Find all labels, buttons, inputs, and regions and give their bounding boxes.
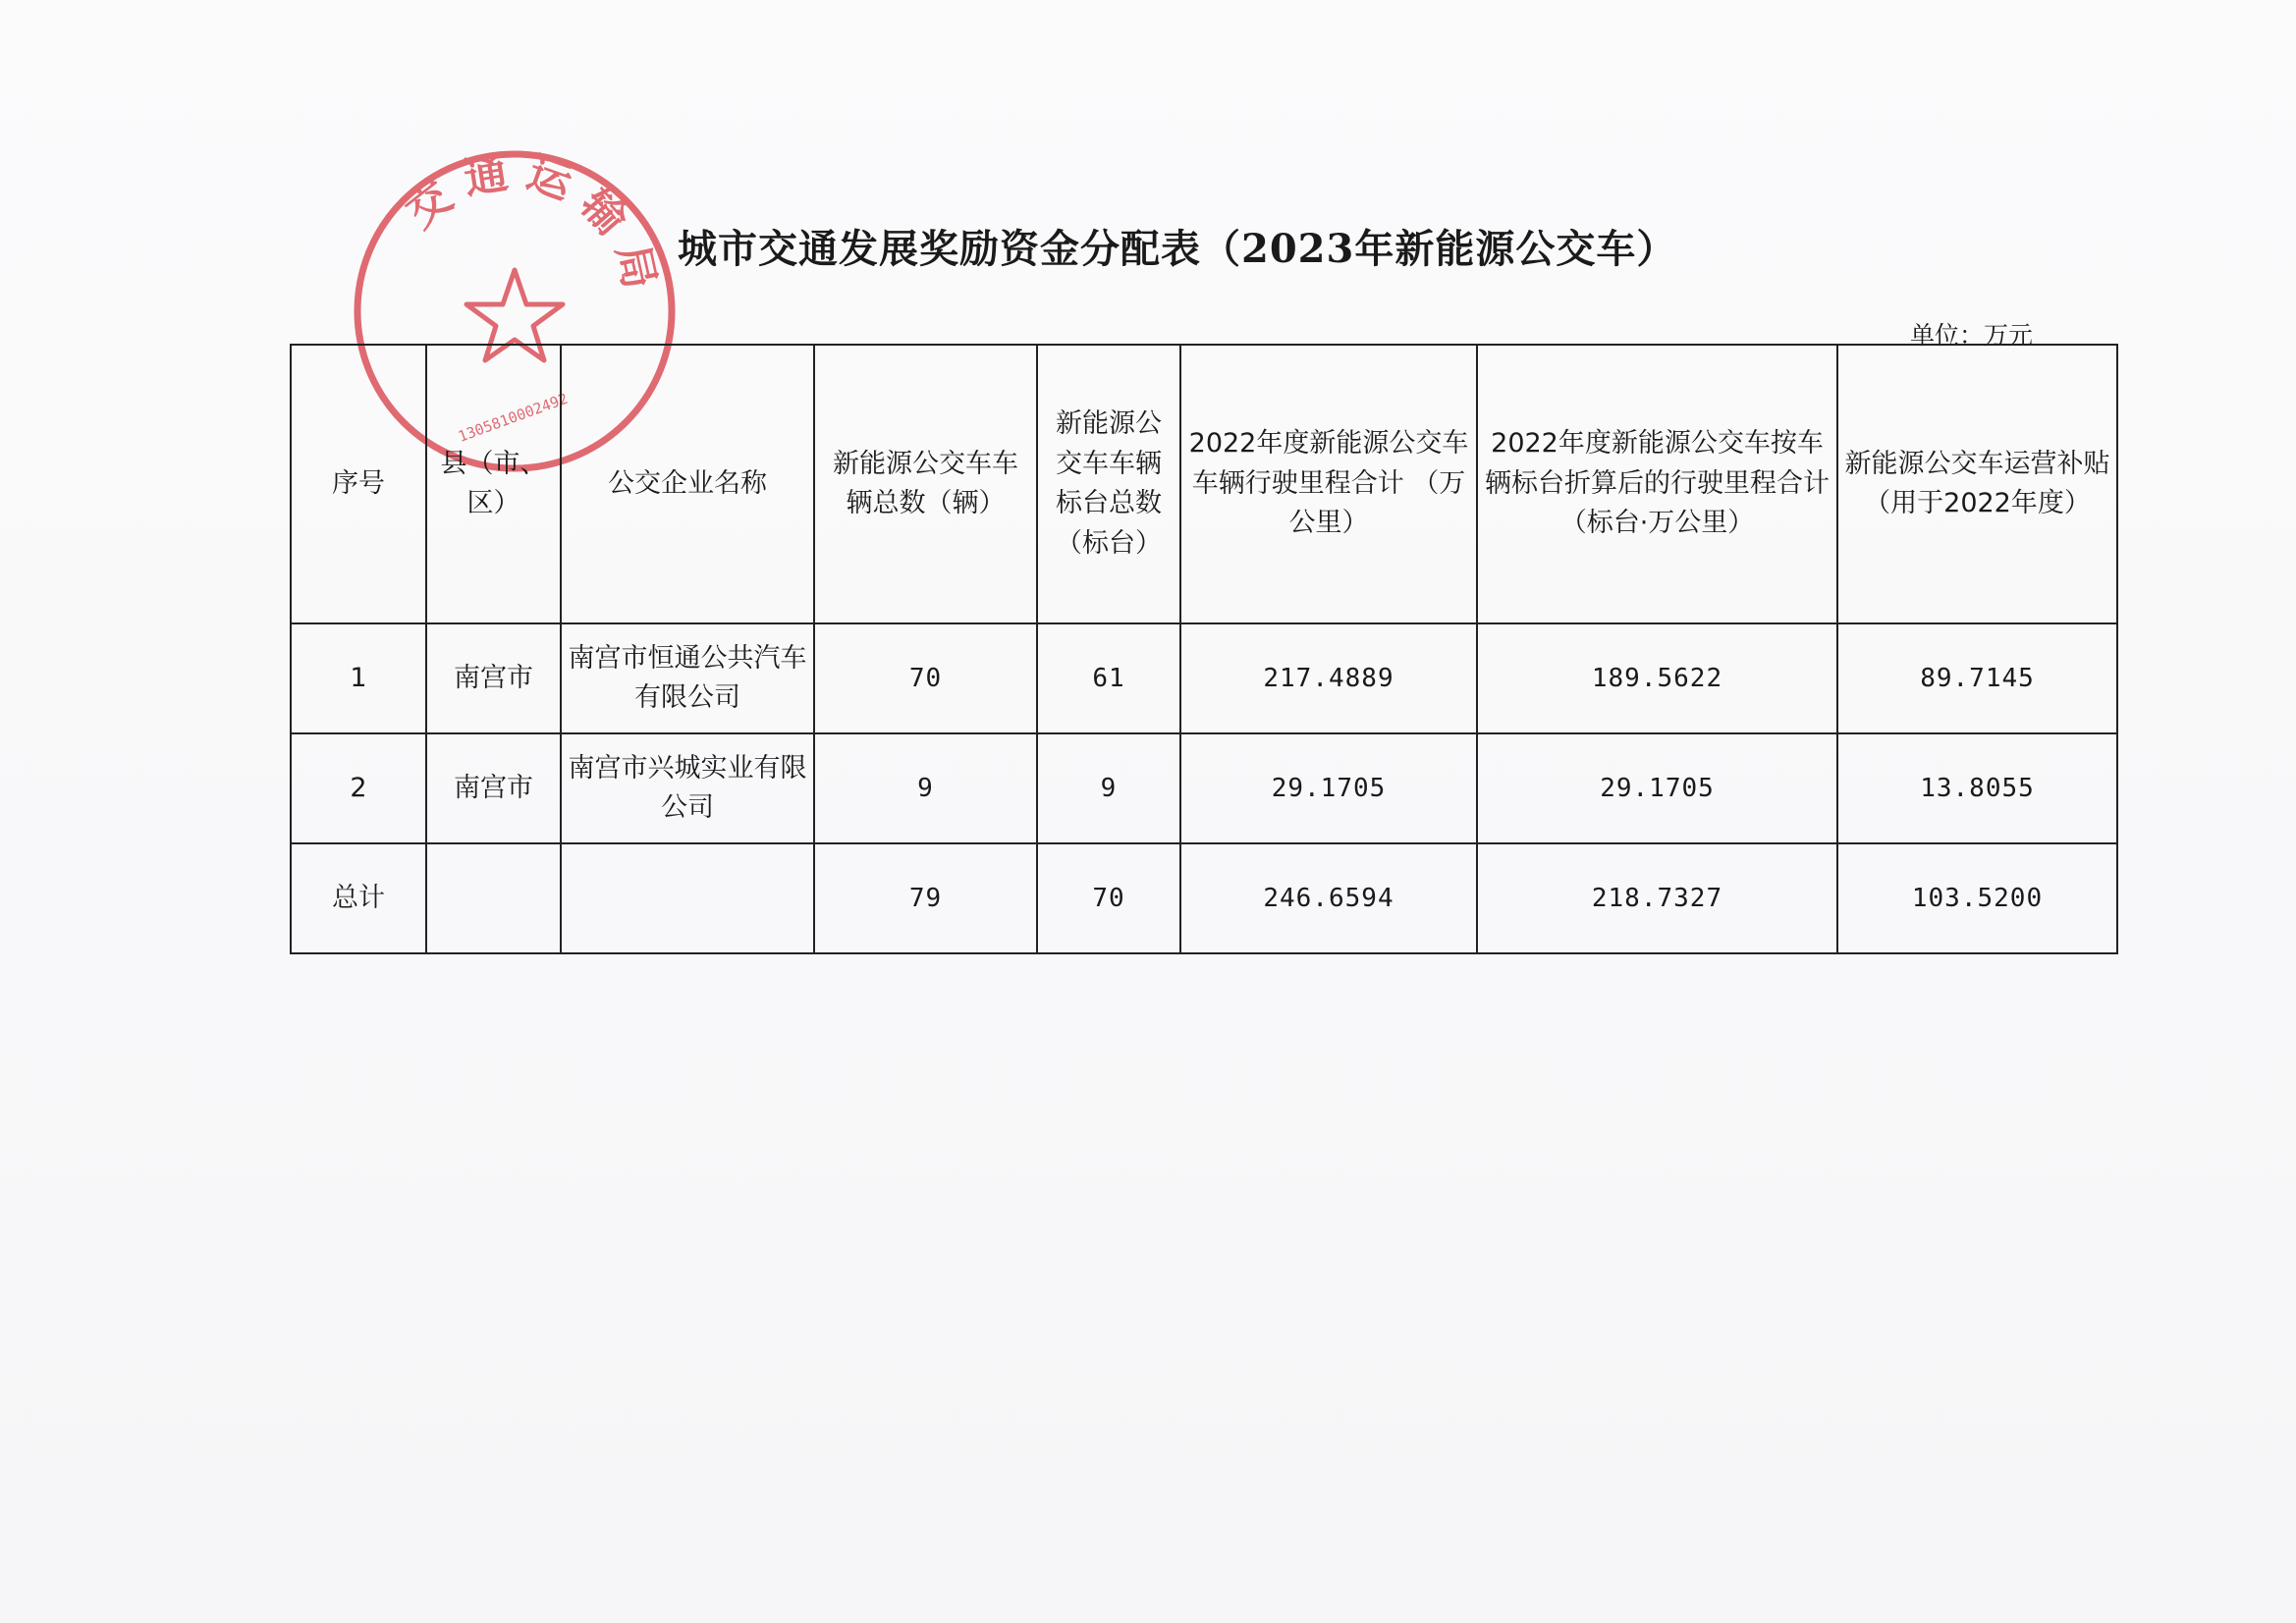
cell-standard-units: 70: [1037, 843, 1180, 953]
cell-standard-units: 61: [1037, 623, 1180, 733]
cell-vehicle-count: 9: [814, 733, 1037, 843]
svg-text:1305810002492: 1305810002492: [456, 389, 571, 446]
cell-county: [426, 843, 561, 953]
header-company: 公交企业名称: [561, 345, 814, 623]
allocation-table: [290, 344, 2118, 954]
header-converted-mileage: 2022年度新能源公交车按车辆标台折算后的行驶里程合计（标台·万公里）: [1477, 345, 1837, 623]
cell-converted-mileage: 218.7327: [1477, 843, 1837, 953]
cell-county: 南宫市: [426, 733, 561, 843]
cell-subsidy: 89.7145: [1837, 623, 2117, 733]
header-subsidy: 新能源公交车运营补贴（用于2022年度）: [1837, 345, 2117, 623]
header-mileage: 2022年度新能源公交车车辆行驶里程合计 （万公里）: [1180, 345, 1477, 623]
cell-vehicle-count: 79: [814, 843, 1037, 953]
cell-company: 南宫市兴城实业有限公司: [561, 733, 814, 843]
cell-converted-mileage: 29.1705: [1477, 733, 1837, 843]
table-header-row: [291, 345, 2117, 623]
cell-serial: 1: [291, 623, 426, 733]
cell-mileage: 246.6594: [1180, 843, 1477, 953]
cell-standard-units: 9: [1037, 733, 1180, 843]
header-standard-units: 新能源公交车车辆标台总数（标台）: [1037, 345, 1180, 623]
unit-label: 单位：万元: [1910, 321, 2034, 350]
svg-text:交通运输局: 交通运输局: [396, 145, 668, 307]
table-row: [291, 623, 2117, 733]
cell-mileage: 217.4889: [1180, 623, 1477, 733]
cell-subsidy: 13.8055: [1837, 733, 2117, 843]
cell-company: [561, 843, 814, 953]
cell-vehicle-count: 70: [814, 623, 1037, 733]
cell-subsidy: 103.5200: [1837, 843, 2117, 953]
header-serial: 序号: [291, 345, 426, 623]
cell-mileage: 29.1705: [1180, 733, 1477, 843]
cell-county: 南宫市: [426, 623, 561, 733]
header-vehicle-count: 新能源公交车车辆总数（辆）: [814, 345, 1037, 623]
cell-total-label: 总计: [291, 843, 426, 953]
document-title: 城市交通发展奖励资金分配表（2023年新能源公交车）: [678, 226, 1677, 272]
table-row: [291, 733, 2117, 843]
cell-serial: 2: [291, 733, 426, 843]
header-county: 县（市、区）: [426, 345, 561, 623]
table-total-row: [291, 843, 2117, 953]
cell-converted-mileage: 189.5622: [1477, 623, 1837, 733]
cell-company: 南宫市恒通公共汽车有限公司: [561, 623, 814, 733]
